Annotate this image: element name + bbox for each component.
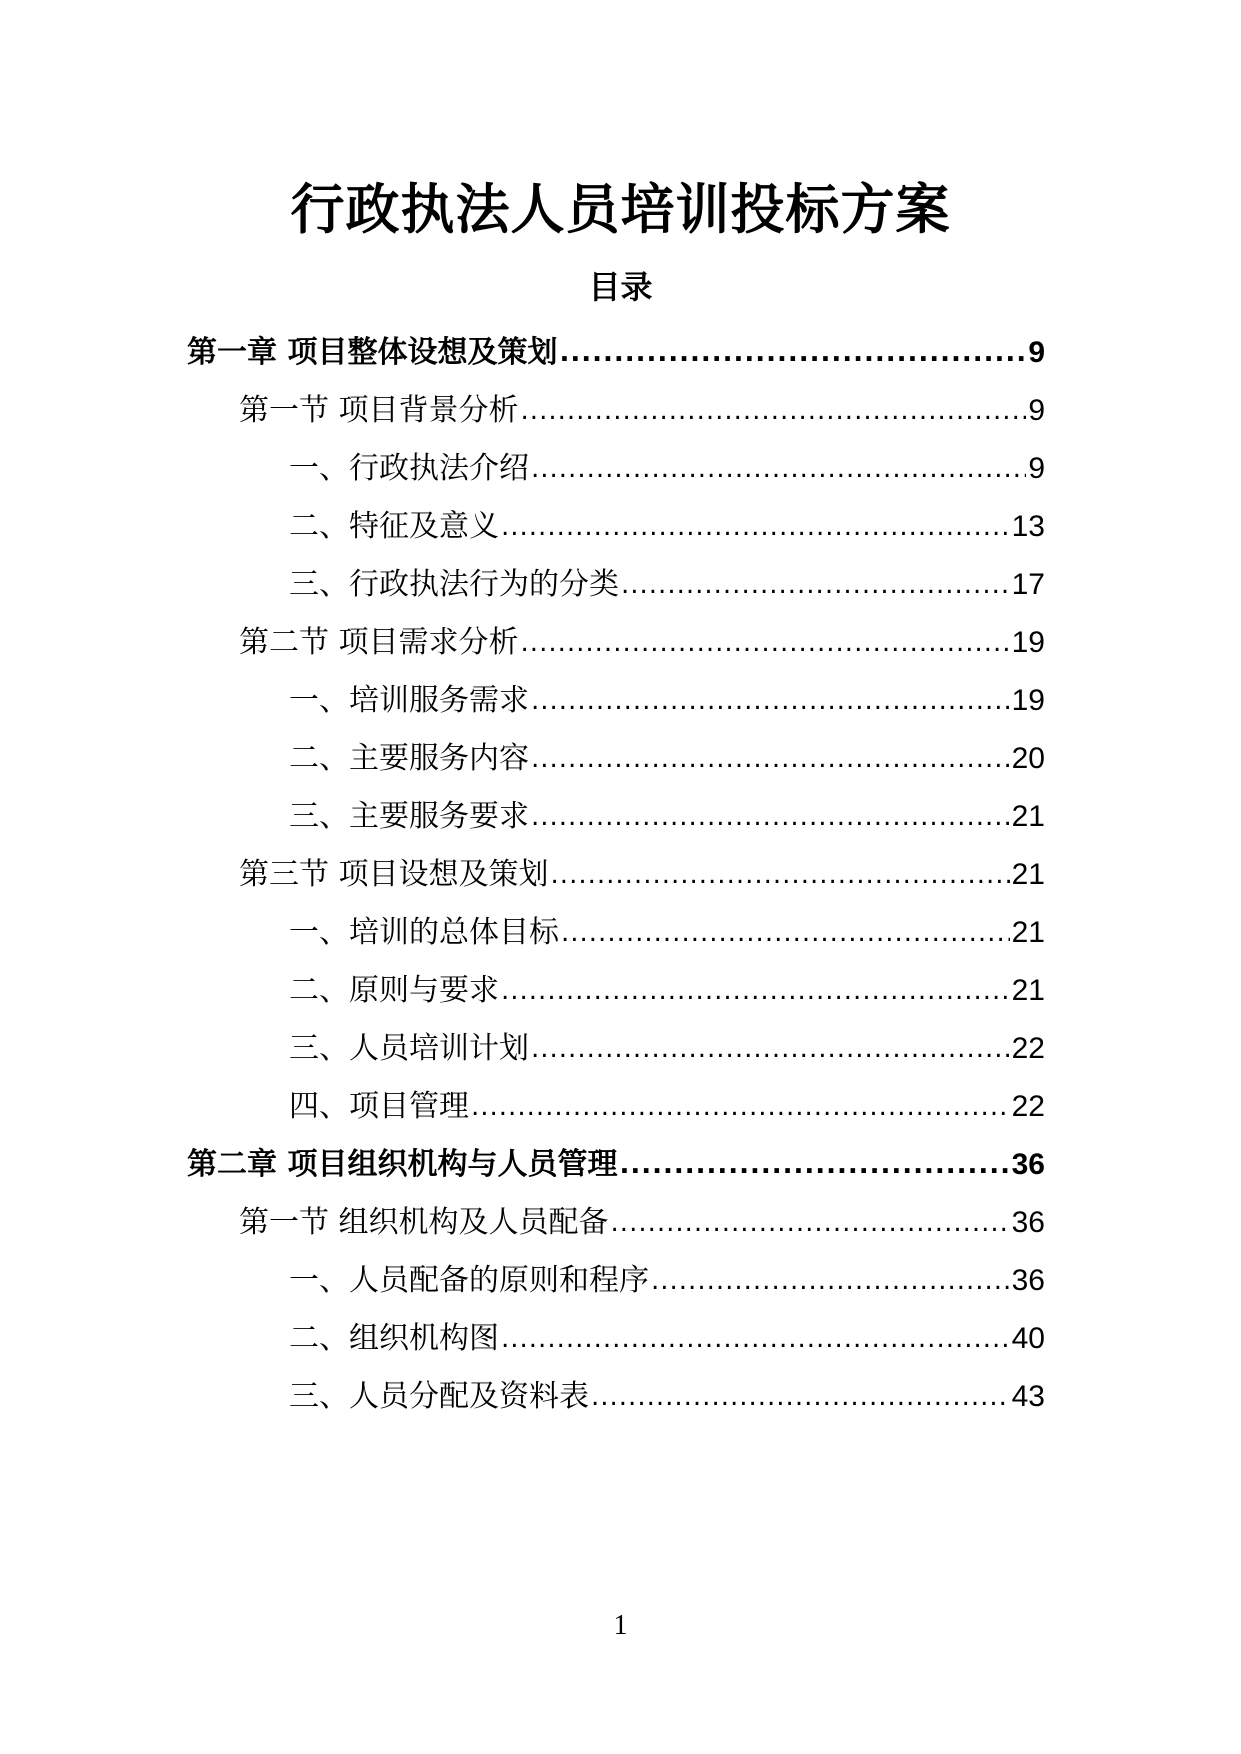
toc-entry-label: 三、人员分配及资料表 — [289, 1379, 589, 1414]
toc-entry-page: 9 — [1028, 336, 1045, 369]
toc-entry-subsection[interactable] — [289, 557, 1045, 613]
toc-entry-subsection[interactable] — [289, 731, 1045, 787]
toc-entry-page: 13 — [1011, 510, 1045, 543]
toc-entry-page: 36 — [1011, 1206, 1045, 1239]
toc-entry-label: 第一节 项目背景分析 — [239, 393, 519, 428]
toc-leader-dots — [531, 1021, 1010, 1077]
toc-leader-dots — [471, 1079, 1010, 1135]
toc-entry-label: 一、培训的总体目标 — [289, 915, 559, 950]
toc-entry-label: 三、行政执法行为的分类 — [289, 567, 619, 602]
toc-entry-label: 三、主要服务要求 — [289, 799, 529, 834]
toc-entry-label: 三、人员培训计划 — [289, 1031, 529, 1066]
toc-leader-dots — [501, 963, 1010, 1019]
toc-entry-subsection[interactable] — [289, 963, 1045, 1019]
toc-entry-subsection[interactable] — [289, 905, 1045, 961]
toc-entry-chapter-1[interactable] — [187, 325, 1045, 381]
toc-entry-page: 22 — [1011, 1032, 1045, 1065]
toc-entry-subsection[interactable] — [289, 1079, 1045, 1135]
toc-leader-dots — [531, 673, 1010, 729]
toc-entry-page: 36 — [1011, 1264, 1045, 1297]
toc-entry-label: 第一节 组织机构及人员配备 — [239, 1205, 609, 1240]
toc-entry-page: 9 — [1028, 394, 1045, 427]
toc-entry-page: 36 — [1011, 1148, 1045, 1181]
toc-entry-section[interactable] — [239, 1195, 1045, 1251]
toc-leader-dots — [521, 615, 1010, 671]
toc-leader-dots — [559, 325, 1026, 381]
toc-entry-label: 第二节 项目需求分析 — [239, 625, 519, 660]
toc-entry-subsection[interactable] — [289, 789, 1045, 845]
toc-entry-page: 21 — [1011, 916, 1045, 949]
toc-entry-label: 二、原则与要求 — [289, 973, 499, 1008]
toc-entry-label: 第三节 项目设想及策划 — [239, 857, 549, 892]
toc-entry-subsection[interactable] — [289, 673, 1045, 729]
toc-entry-page: 22 — [1011, 1090, 1045, 1123]
toc-entry-section[interactable] — [239, 847, 1045, 903]
toc-leader-dots — [619, 1137, 1009, 1193]
toc-entry-label: 一、培训服务需求 — [289, 683, 529, 718]
toc-entry-section[interactable] — [239, 615, 1045, 671]
toc-leader-dots — [611, 1195, 1010, 1251]
toc-entry-page: 40 — [1011, 1322, 1045, 1355]
toc-entry-subsection[interactable] — [289, 1311, 1045, 1367]
toc-entry-label: 一、人员配备的原则和程序 — [289, 1263, 649, 1298]
toc-entry-page: 43 — [1011, 1380, 1045, 1413]
toc-entry-page: 17 — [1011, 568, 1045, 601]
toc-leader-dots — [531, 789, 1010, 845]
toc-entry-page: 9 — [1028, 452, 1045, 485]
toc-leader-dots — [521, 383, 1027, 439]
toc-entry-page: 21 — [1011, 974, 1045, 1007]
toc-entry-page: 20 — [1011, 742, 1045, 775]
toc-entry-page: 21 — [1011, 800, 1045, 833]
toc-entry-subsection[interactable] — [289, 1253, 1045, 1309]
toc-entry-page: 19 — [1011, 626, 1045, 659]
document-title: 行政执法人员培训投标方案 — [290, 178, 951, 241]
toc-entry-label: 二、特征及意义 — [289, 509, 499, 544]
toc-leader-dots — [551, 847, 1010, 903]
toc-entry-page: 21 — [1011, 858, 1045, 891]
toc-leader-dots — [621, 557, 1010, 613]
toc-entry-subsection[interactable] — [289, 499, 1045, 555]
toc-entry-label: 四、项目管理 — [289, 1089, 469, 1124]
toc-leader-dots — [531, 441, 1026, 497]
page-number: 1 — [613, 1610, 628, 1641]
toc-entry-chapter-2[interactable] — [187, 1137, 1045, 1193]
toc-entry-subsection[interactable] — [289, 441, 1045, 497]
toc-heading: 目录 — [588, 268, 653, 306]
toc-entry-label: 二、主要服务内容 — [289, 741, 529, 776]
toc-leader-dots — [591, 1369, 1010, 1425]
toc-entry-label: 第二章 项目组织机构与人员管理 — [187, 1147, 618, 1182]
toc-leader-dots — [531, 731, 1010, 787]
toc-entry-subsection[interactable] — [289, 1021, 1045, 1077]
toc-entry-section[interactable] — [239, 383, 1045, 439]
toc-leader-dots — [501, 1311, 1010, 1367]
toc-entry-subsection[interactable] — [289, 1369, 1045, 1425]
toc-entry-label: 第一章 项目整体设想及策划 — [187, 335, 558, 370]
toc-entry-label: 二、组织机构图 — [289, 1321, 499, 1356]
toc-leader-dots — [561, 905, 1010, 961]
toc-leader-dots — [501, 499, 1010, 555]
toc-entry-label: 一、行政执法介绍 — [289, 451, 529, 486]
toc-leader-dots — [651, 1253, 1010, 1309]
toc-entry-page: 19 — [1011, 684, 1045, 717]
